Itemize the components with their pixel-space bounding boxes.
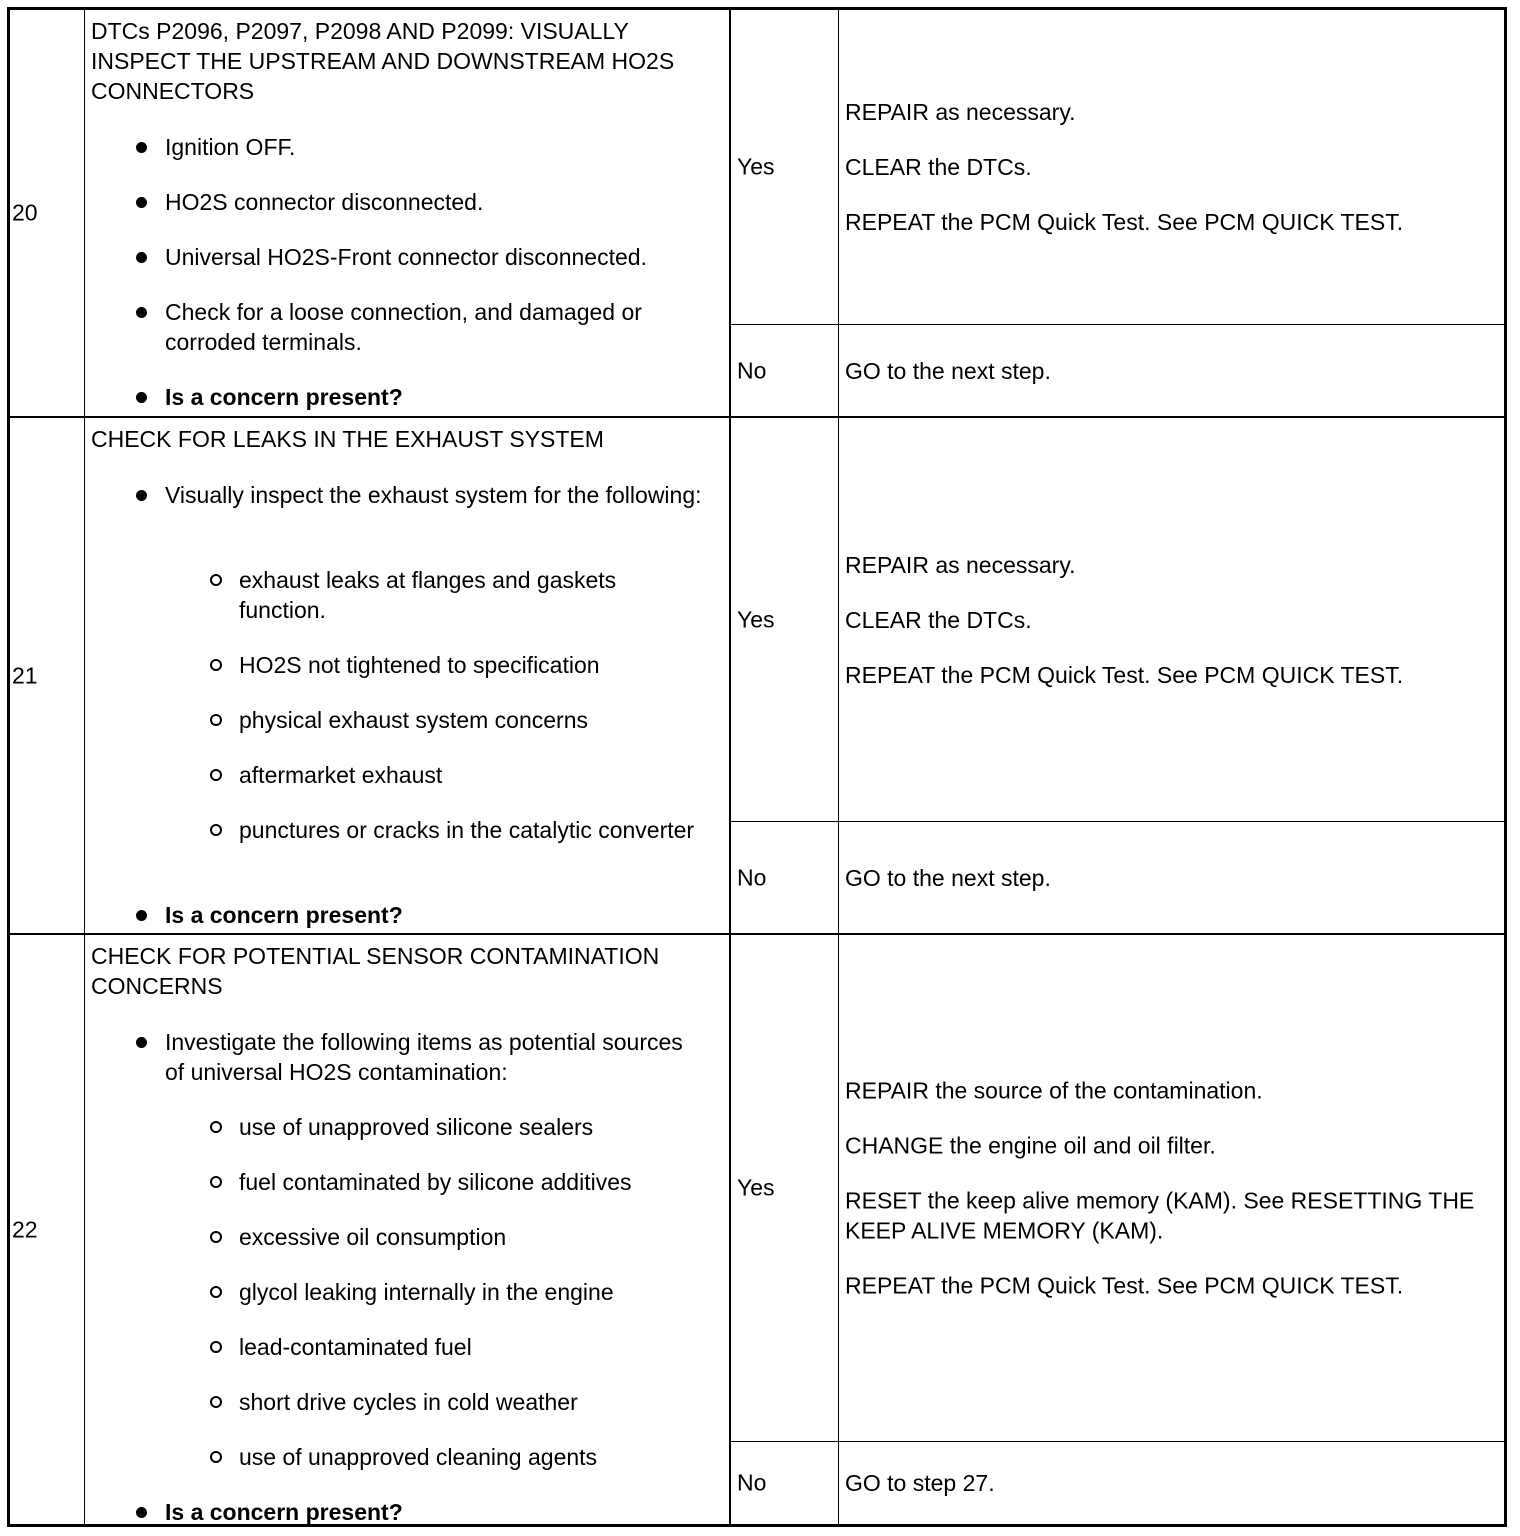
answer-yes-cell [731, 10, 839, 324]
sub-item: punctures or cracks in the catalytic converter [239, 817, 695, 843]
answer-no-cell [731, 325, 839, 416]
step-number-cell [10, 10, 85, 416]
sub-bullet-icon [210, 659, 222, 671]
step-row-22 [10, 933, 1504, 1524]
sub-bullet-icon [210, 1286, 222, 1298]
yes-branch [731, 418, 1504, 821]
result-line: GO to the next step. [845, 864, 1051, 891]
results-cell [731, 418, 1504, 933]
step-number: 20 [12, 199, 38, 226]
sub-bullet-icon [210, 1396, 222, 1408]
action-item: Investigate the following items as potential sources of universal HO2S contamination: [165, 1029, 683, 1085]
yes-result [845, 1076, 1484, 1301]
bullet-icon [136, 142, 147, 153]
bullet-icon [136, 910, 147, 921]
answer-yes-cell [731, 418, 839, 821]
no-branch [731, 821, 1504, 933]
answer-no: No [737, 357, 767, 383]
answer-yes-cell [731, 935, 839, 1441]
result-line: REPEAT the PCM Quick Test. See PCM QUICK TEST. [845, 1272, 1404, 1299]
action-item: Check for a loose connection, and damaged or corroded terminals. [165, 299, 642, 355]
sub-bullet-icon [210, 769, 222, 781]
result-line: REPAIR as necessary. [845, 99, 1076, 125]
diagnostic-table [7, 7, 1507, 1527]
sub-item: excessive oil consumption [239, 1224, 507, 1250]
sub-item: use of unapproved silicone sealers [239, 1114, 594, 1140]
answer-no: No [737, 864, 767, 890]
bullet-icon [136, 307, 147, 318]
step-number: 22 [12, 1216, 38, 1242]
sub-bullet-icon [210, 824, 222, 836]
sub-bullet-icon [210, 1341, 222, 1353]
sub-item: short drive cycles in cold weather [239, 1389, 578, 1415]
sub-bullet-icon [210, 574, 222, 586]
result-line: REPEAT the PCM Quick Test. See PCM QUICK TEST. [845, 661, 1404, 688]
step-row-21 [10, 416, 1504, 933]
result-line: CLEAR the DTCs. [845, 606, 1032, 633]
yes-result [845, 97, 1484, 237]
bullet-icon [136, 1037, 147, 1048]
step-number-cell [10, 935, 85, 1524]
action-cell [85, 10, 731, 416]
bullet-icon [136, 1507, 147, 1518]
step-number-cell [10, 418, 85, 933]
step-question: Is a concern present? [165, 384, 403, 410]
step-number: 21 [12, 662, 38, 688]
yes-branch [731, 10, 1504, 324]
answer-yes: Yes [737, 1174, 775, 1201]
sub-item: HO2S not tightened to specification [239, 652, 600, 678]
sub-item: aftermarket exhaust [239, 762, 443, 788]
action-item: Visually inspect the exhaust system for the following: [165, 482, 702, 508]
yes-result [845, 550, 1484, 690]
action-item: HO2S connector disconnected. [165, 189, 484, 215]
results-cell [731, 935, 1504, 1524]
no-branch [731, 324, 1504, 416]
answer-yes: Yes [737, 606, 775, 632]
step-heading: CHECK FOR LEAKS IN THE EXHAUST SYSTEM [91, 426, 604, 452]
result-line: GO to the next step. [845, 357, 1051, 384]
result-line: REPAIR the source of the contamination. [845, 1077, 1263, 1104]
result-line: RESET the keep alive memory (KAM). See RESETTING THE KEEP ALIVE MEMORY (KAM). [845, 1187, 1475, 1244]
action-item: Universal HO2S-Front connector disconnected. [165, 244, 647, 270]
result-line: CLEAR the DTCs. [845, 154, 1032, 180]
yes-branch [731, 935, 1504, 1441]
bullet-icon [136, 252, 147, 263]
result-line: REPAIR as necessary. [845, 551, 1076, 578]
action-cell [85, 418, 731, 933]
step-question: Is a concern present? [165, 902, 403, 928]
sub-bullet-icon [210, 1176, 222, 1188]
result-line: GO to step 27. [845, 1470, 995, 1496]
result-line: CHANGE the engine oil and oil filter. [845, 1132, 1216, 1159]
sub-item: lead-contaminated fuel [239, 1334, 472, 1360]
results-cell [731, 10, 1504, 416]
answer-no: No [737, 1469, 767, 1496]
bullet-icon [136, 197, 147, 208]
bullet-icon [136, 490, 147, 501]
sub-bullet-icon [210, 714, 222, 726]
step-row-20 [10, 10, 1504, 416]
no-result [845, 1468, 1484, 1498]
step-question: Is a concern present? [165, 1499, 403, 1525]
sub-item: fuel contaminated by silicone additives [239, 1169, 632, 1195]
answer-no-cell [731, 1442, 839, 1524]
step-heading: DTCs P2096, P2097, P2098 AND P2099: VISUALLY INSPECT THE UPSTREAM AND DOWNSTREAM HO2S CONNECTORS [91, 18, 675, 104]
step-heading: CHECK FOR POTENTIAL SENSOR CONTAMINATION CONCERNS [91, 943, 660, 999]
sub-item: use of unapproved cleaning agents [239, 1444, 598, 1470]
bullet-icon [136, 392, 147, 403]
no-result [845, 863, 1484, 893]
no-result [845, 356, 1484, 386]
result-line: REPEAT the PCM Quick Test. See PCM QUICK TEST. [845, 209, 1404, 235]
action-item: Ignition OFF. [165, 134, 296, 160]
sub-bullet-icon [210, 1231, 222, 1243]
sub-bullet-icon [210, 1451, 222, 1463]
answer-no-cell [731, 822, 839, 933]
action-cell [85, 935, 731, 1524]
no-branch [731, 1441, 1504, 1524]
sub-item: glycol leaking internally in the engine [239, 1279, 614, 1305]
sub-item: exhaust leaks at flanges and gaskets function. [239, 567, 617, 623]
sub-item: physical exhaust system concerns [239, 707, 588, 733]
sub-bullet-icon [210, 1121, 222, 1133]
answer-yes: Yes [737, 153, 775, 180]
